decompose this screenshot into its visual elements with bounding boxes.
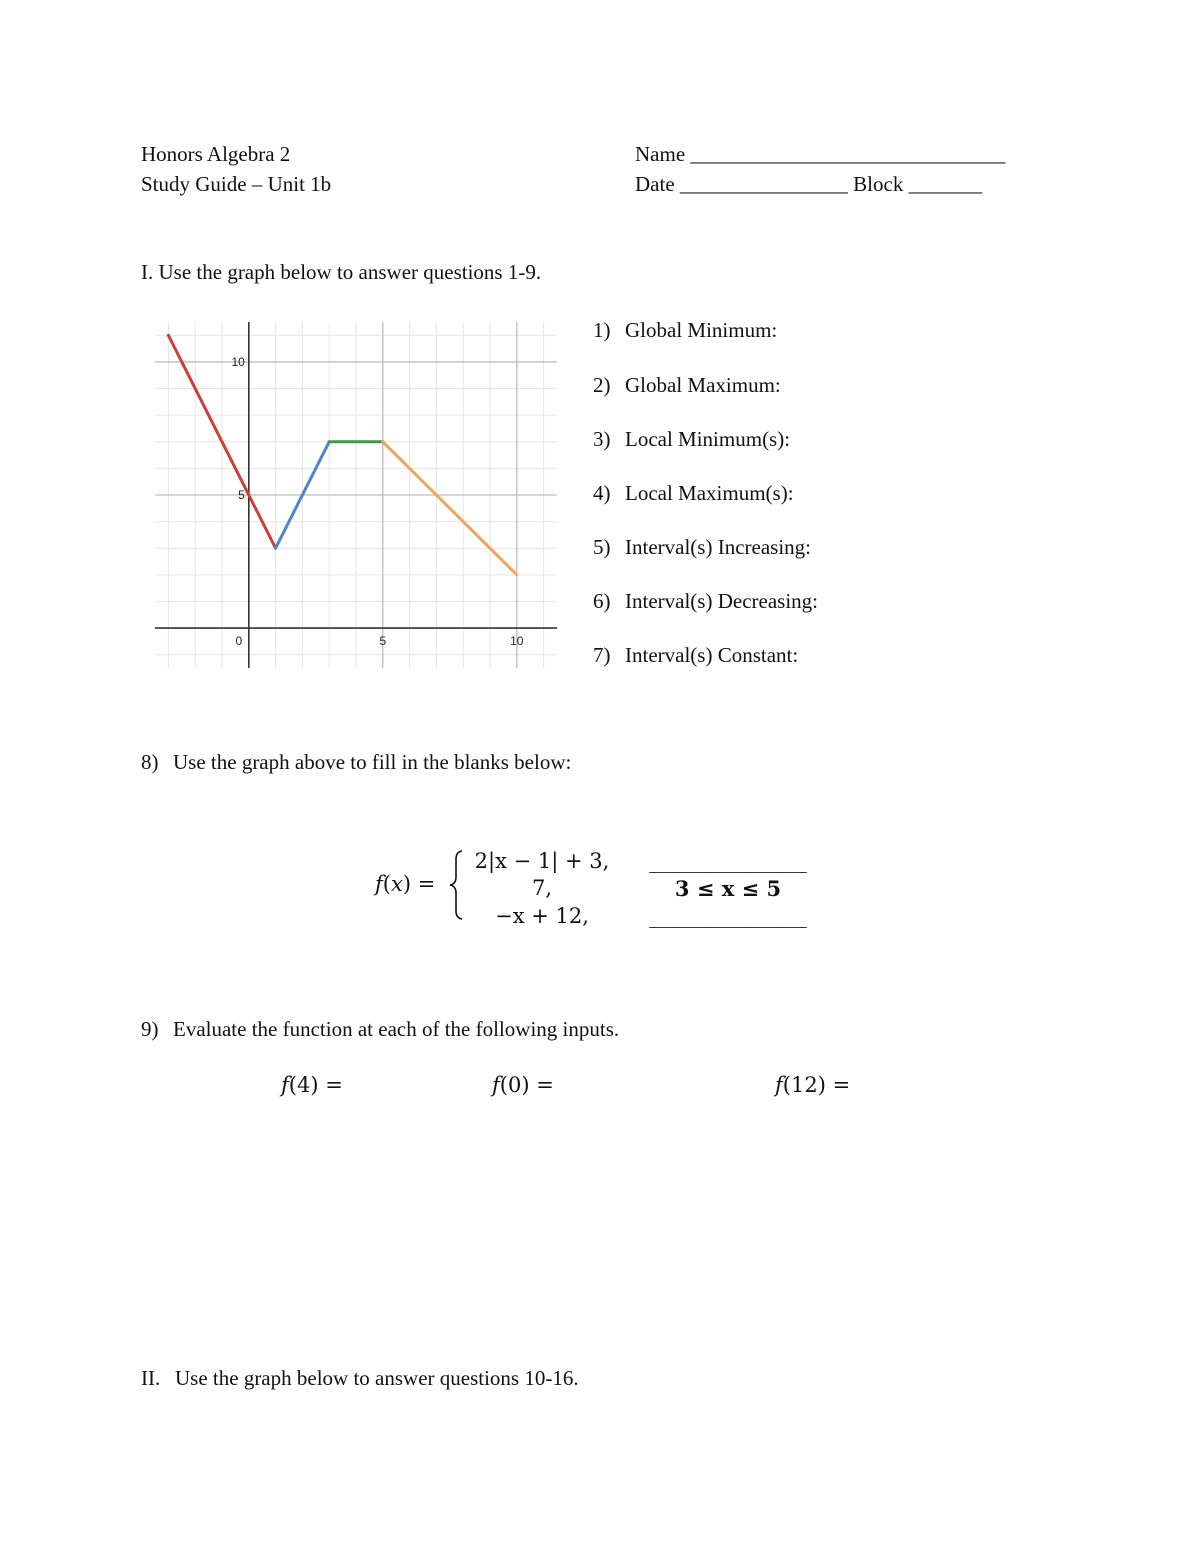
section-2-text: Use the graph below to answer questions 10-16.	[175, 1366, 579, 1390]
x-tick-5: 5	[379, 634, 387, 649]
function-variable: x	[390, 872, 403, 896]
name-field[interactable]: ______________________________	[690, 142, 1006, 166]
section-1-text: Use the graph below to answer questions 1-9.	[158, 260, 542, 284]
piece-1-domain-blank[interactable]: _______________	[649, 849, 807, 873]
question-1	[593, 318, 777, 343]
question-7-text: Interval(s) Constant:	[625, 643, 799, 667]
eval-f4-arg: (4) =	[288, 1073, 343, 1097]
date-block-row	[635, 172, 982, 197]
eval-f4	[281, 1073, 343, 1097]
question-4-num: 4)	[593, 481, 611, 505]
question-6	[593, 589, 818, 614]
function-lhs-close: ) =	[402, 872, 436, 896]
section-1-heading	[141, 260, 541, 285]
question-6-num: 6)	[593, 589, 611, 613]
question-8-text: Use the graph above to fill in the blanks below:	[173, 750, 572, 774]
question-9	[141, 1017, 619, 1042]
course-title: Honors Algebra 2	[141, 142, 291, 166]
question-7-num: 7)	[593, 643, 611, 667]
piece-2-domain: 3 ≤ x ≤ 5	[674, 876, 782, 901]
eval-f12-fn: f	[775, 1073, 783, 1097]
question-2-text: Global Maximum:	[625, 373, 781, 397]
question-8	[141, 750, 571, 775]
y-tick-10: 10	[231, 354, 245, 369]
date-field[interactable]: ________________	[679, 172, 848, 196]
eval-f0	[492, 1073, 554, 1097]
block-field[interactable]: _______	[908, 172, 983, 196]
question-9-text: Evaluate the function at each of the following inputs.	[173, 1017, 620, 1041]
function-name: f	[375, 872, 383, 896]
question-1-text: Global Minimum:	[625, 318, 778, 342]
eval-f0-fn: f	[492, 1073, 500, 1097]
function-segments	[168, 335, 516, 575]
x-tick-0: 0	[235, 634, 243, 649]
piece-1-expr: 2|x − 1| + 3,	[474, 849, 610, 873]
question-6-text: Interval(s) Decreasing:	[625, 589, 818, 613]
block-label: Block	[853, 172, 904, 196]
section-1-roman: I.	[141, 260, 154, 284]
eval-f0-arg: (0) =	[499, 1073, 554, 1097]
question-3	[593, 427, 790, 452]
y-tick-5: 5	[238, 488, 245, 502]
eval-f4-fn: f	[281, 1073, 289, 1097]
question-4	[593, 481, 794, 506]
piece-3-expr: −x + 12,	[495, 904, 589, 928]
x-tick-10: 10	[510, 634, 524, 649]
name-label: Name	[635, 142, 686, 166]
question-3-num: 3)	[593, 427, 611, 451]
segment-orange	[383, 442, 517, 575]
piecewise-lhs: f(x) =	[375, 872, 436, 896]
date-label: Date	[635, 172, 675, 196]
question-7	[593, 643, 798, 668]
study-guide-title: Study Guide – Unit 1b	[141, 172, 332, 196]
piece-2-expr: 7,	[531, 876, 553, 900]
question-4-text: Local Maximum(s):	[625, 481, 794, 505]
section-2-heading	[141, 1366, 579, 1391]
section-2-roman: II.	[141, 1366, 161, 1390]
eval-f12-arg: (12) =	[782, 1073, 851, 1097]
name-row	[635, 142, 1005, 167]
question-5-text: Interval(s) Increasing:	[625, 535, 811, 559]
question-5-num: 5)	[593, 535, 611, 559]
question-5	[593, 535, 811, 560]
question-2-num: 2)	[593, 373, 611, 397]
question-9-num: 9)	[141, 1017, 159, 1041]
question-1-num: 1)	[593, 318, 611, 342]
question-3-text: Local Minimum(s):	[625, 427, 791, 451]
question-8-num: 8)	[141, 750, 159, 774]
eval-f12	[775, 1073, 850, 1097]
question-2	[593, 373, 781, 398]
graph-1	[155, 322, 557, 668]
left-brace-icon	[447, 849, 467, 921]
piece-3-domain-blank[interactable]: _______________	[649, 904, 807, 928]
